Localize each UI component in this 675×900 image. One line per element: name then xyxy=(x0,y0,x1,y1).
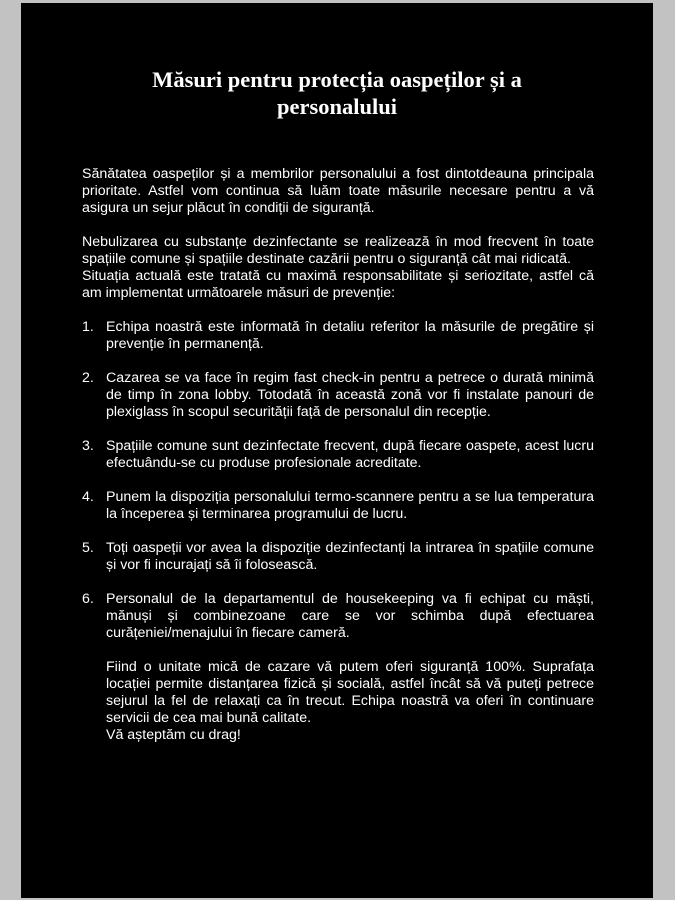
list-item-1 xyxy=(82,319,594,353)
closing-paragraph xyxy=(82,659,594,744)
list-text: Spațiile comune sunt dezinfectate frecvent, după fiecare oaspete, acest lucru efectuându-se cu produse profesionale acreditate. xyxy=(106,438,594,471)
list-text: Toți oaspeții vor avea la dispoziție dezinfectanți la intrarea în spațiile comune și vor fi incurajați să îi folosească. xyxy=(106,540,594,573)
closing-text: Fiind o unitate mică de cazare vă putem oferi siguranță 100%. Suprafața locației permite distanțarea fizică și socială, astfel încât să vă puteți petrece sejurul la fel de relaxați ca în trecut. Echipa noastră va oferi în continuare servicii de cea mai bună calitate. xyxy=(106,659,594,726)
list-number: 5. xyxy=(82,540,94,556)
list-number: 6. xyxy=(82,591,94,607)
document-title xyxy=(21,66,653,120)
title-line-2: personalului xyxy=(276,94,398,119)
signoff: Vă așteptăm cu drag! xyxy=(106,727,241,743)
situation-paragraph: Situația actuală este tratată cu maximă responsabilitate și seriozitate, astfel că am implementat următoarele măsuri de prevenție: xyxy=(82,268,594,301)
nebulization-paragraph: Nebulizarea cu substanțe dezinfectante se realizează în mod frecvent în toate spațiile comune și spațiile destinate cazării pentru o siguranță cât mai ridicată. xyxy=(82,234,594,267)
list-text: Cazarea se va face în regim fast check-in pentru a petrece o durată minimă de timp în zona lobby. Totodată în această zonă vor fi instalate panouri de plexiglass în scopul securității față de personalul din recepție. xyxy=(106,370,594,420)
intro-paragraph: Sănătatea oaspeților și a membrilor personalului a fost dintotdeauna principala prioritate. Astfel vom continua să luăm toate măsurile necesare pentru a vă asigura un sejur plăcut în condiții de siguranță. xyxy=(82,166,594,216)
list-text: Punem la dispoziția personalului termo-scannere pentru a se lua temperatura la începerea și terminarea programului de lucru. xyxy=(106,489,594,522)
list-item-3 xyxy=(82,438,594,472)
title-line-1: Măsuri pentru protecția oaspeților și a xyxy=(152,67,522,92)
list-text: Echipa noastră este informată în detaliu referitor la măsurile de pregătire și prevenție în permanență. xyxy=(106,319,594,352)
list-number: 2. xyxy=(82,370,94,386)
document-page xyxy=(21,3,653,898)
list-text: Personalul de la departamentul de housekeeping va fi echipat cu măști, mănuși și combinezoane care se vor schimba după efectuarea curățeniei/menajului în fiecare cameră. xyxy=(106,591,594,641)
list-item-2 xyxy=(82,370,594,421)
list-number: 3. xyxy=(82,438,94,454)
list-item-4 xyxy=(82,489,594,523)
list-item-5 xyxy=(82,540,594,574)
list-number: 1. xyxy=(82,319,94,335)
list-item-6 xyxy=(82,591,594,642)
list-number: 4. xyxy=(82,489,94,505)
document-body xyxy=(82,166,594,744)
